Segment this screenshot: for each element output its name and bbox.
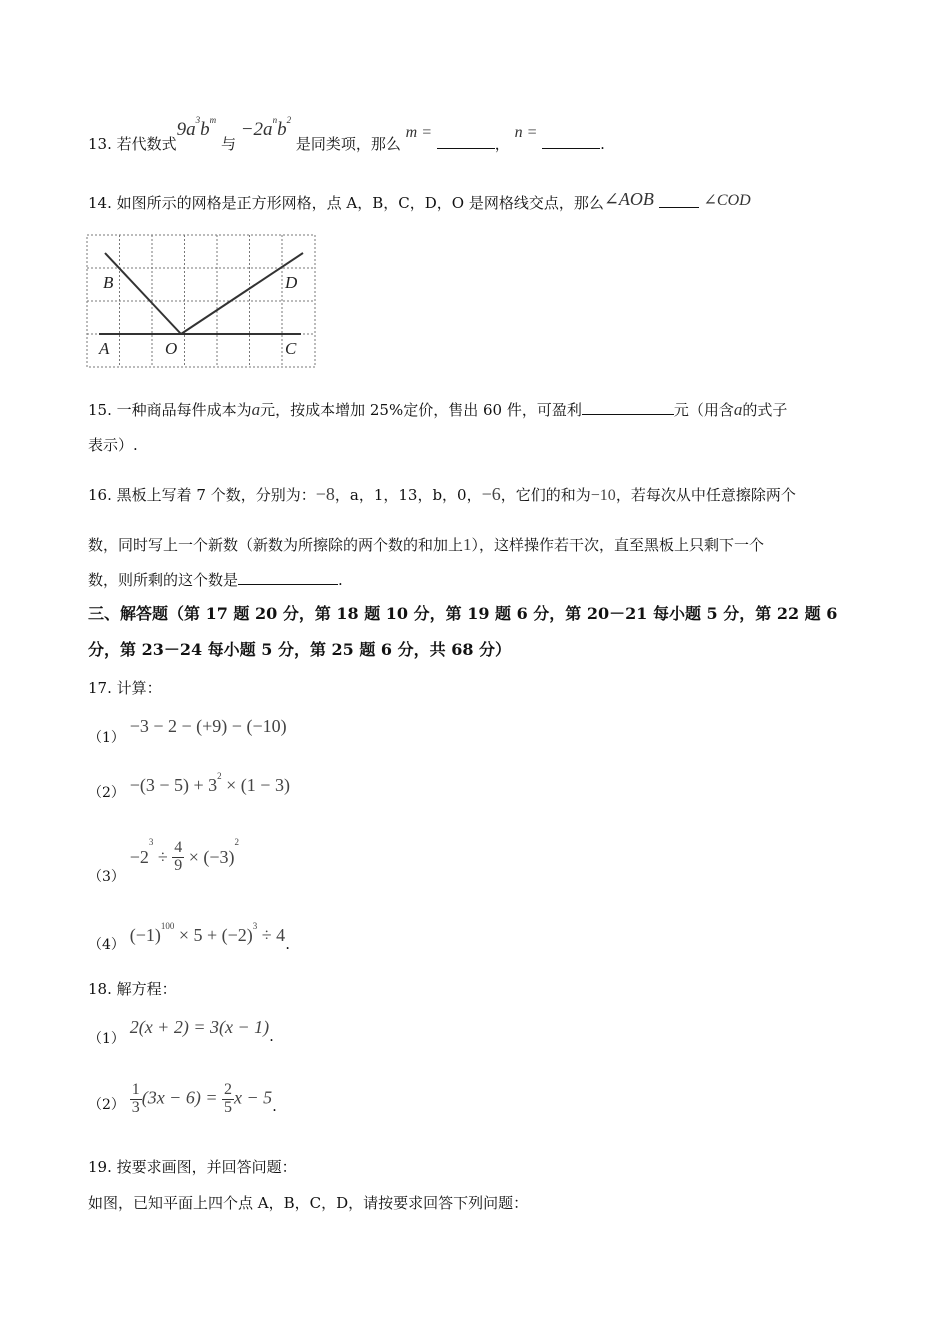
expression-1: $9a^3b^m$	[176, 115, 217, 140]
q17-part-4: （4） $(-1)^{100} \times 5 + (-2)^3 \div 4$.	[88, 921, 290, 953]
answer-blank-compare[interactable]	[659, 195, 699, 208]
question-13: 13. 若代数式$9a^3b^m$ 与 $-2a^nb^2$ 是同类项，那么 m = ， n = .	[88, 115, 605, 153]
question-number: 14.	[88, 194, 112, 212]
q18-part-1: （1） 2(x + 2) = 3(x − 1).	[88, 1017, 274, 1047]
answer-blank-profit[interactable]	[582, 402, 674, 415]
q17-part-1: （1） −3 − 2 − (+9) − (−10)	[88, 716, 287, 746]
question-18-title: 18. 解方程：	[88, 980, 177, 998]
question-15-line-2: 表示）.	[88, 436, 138, 454]
answer-blank-m[interactable]	[437, 136, 495, 149]
ray-OB	[105, 253, 181, 334]
question-16-line-1: 16. 黑板上写着 7 个数，分别为：−8，a，1，13，b，0，−6，它们的和为−10，若每次从中任意擦除两个	[88, 484, 796, 504]
answer-blank-remaining[interactable]	[238, 572, 338, 585]
ray-OD	[181, 253, 303, 334]
answer-blank-n[interactable]	[542, 136, 600, 149]
question-19-title: 19. 按要求画图，并回答问题：	[88, 1158, 297, 1176]
question-16-line-3: 数，则所剩的这个数是 .	[88, 571, 343, 589]
section-3-heading-line-2: 分，第 23－24 每小题 5 分，第 25 题 6 分，共 68 分）	[88, 640, 512, 659]
question-14: 14. 如图所示的网格是正方形网格，点 A，B，C，D，O 是网格线交点，那么∠AOB ∠COD	[88, 189, 751, 212]
question-16-line-2: 数，同时写上一个新数（新数为所擦除的两个数的和加上1），这样操作若干次，直至黑板上只剩下一个	[88, 535, 765, 554]
section-3-heading-line-1: 三、解答题（第 17 题 20 分，第 18 题 10 分，第 19 题 6 分，第 20－21 每小题 5 分，第 22 题 6	[88, 604, 838, 623]
q17-part-3: $(3) -2^3$ ÷ $\frac{4}{9}$ × $(-3)^2$	[88, 837, 240, 886]
question-number: 13.	[88, 135, 112, 153]
label-O: O	[165, 339, 178, 358]
question-15-line-1: 15. 一种商品每件成本为a元，按成本增加 25%定价，售出 60 件，可盈利 元（用含a的式子	[88, 400, 788, 419]
question-19-text: 如图，已知平面上四个点 A，B，C，D，请按要求回答下列问题：	[88, 1194, 529, 1212]
label-C: C	[285, 339, 297, 358]
label-D: D	[285, 273, 298, 292]
grid-figure	[85, 233, 319, 371]
expression-2: $-2a^nb^2$	[240, 115, 292, 140]
q17-part-2: $(2) -(3 - 5) + 3^2 \times (1 - 3)$	[88, 771, 290, 801]
label-B: B	[103, 273, 114, 292]
q18-part-2: （2） $\frac{1}{3}$ (3x − 6) = $\frac{2}{5}$ x − 5.	[88, 1081, 277, 1116]
label-A: A	[99, 339, 110, 358]
question-17-title: 17. 计算：	[88, 679, 162, 697]
